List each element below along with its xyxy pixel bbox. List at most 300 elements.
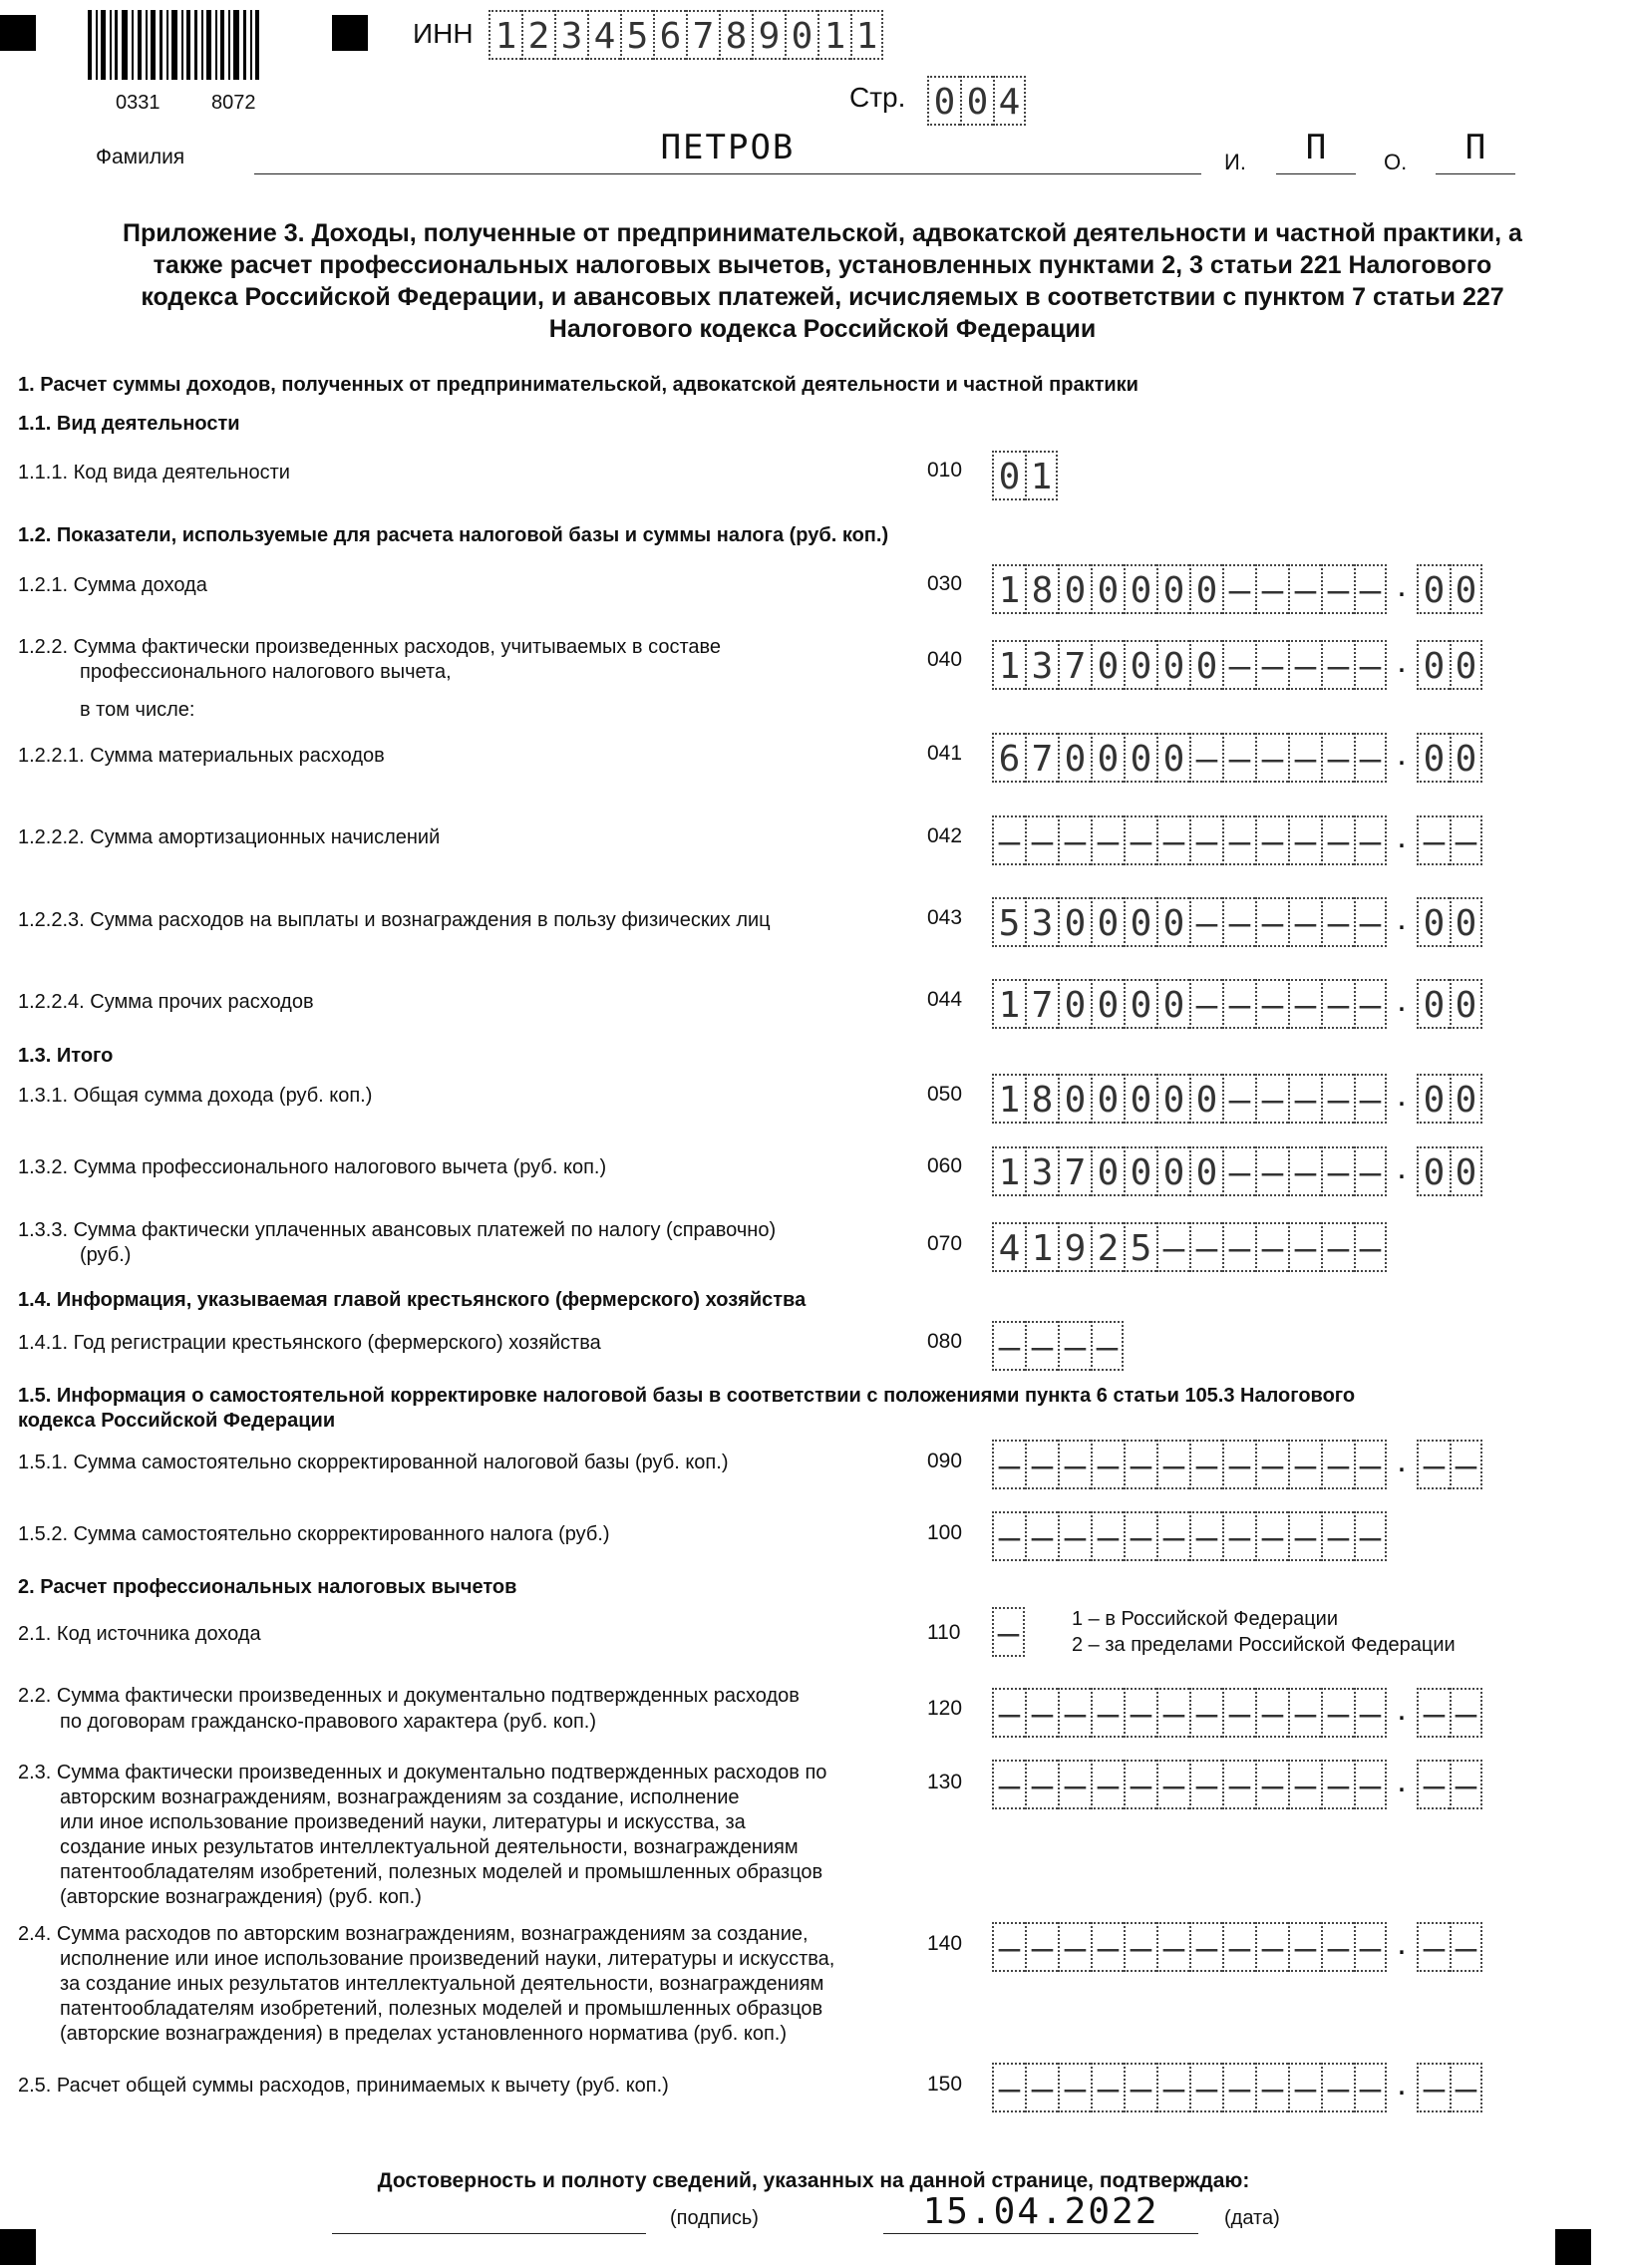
digit-cell: – [1222, 1760, 1255, 1809]
confirmation-text: Достоверность и полноту сведений, указанных на данной странице, подтверждаю: [377, 2169, 1250, 2192]
section-2-heading: 2. Расчет профессиональных налоговых вычетов [18, 1576, 517, 1598]
row-040-label-cont: профессионального налогового вычета, [80, 661, 452, 683]
surname-value[interactable]: ПЕТРОВ [660, 128, 796, 167]
digit-cell: – [1124, 1440, 1156, 1489]
digit-cell: 1 [992, 1146, 1025, 1196]
digit-group [992, 1074, 1387, 1124]
row-140-label-line: патентообладателям изобретений, полезных моделей и промышленных образцов [60, 1998, 823, 2020]
row-120-code: 120 [927, 1697, 963, 1720]
date-underline [883, 2233, 1198, 2234]
digit-cell: – [1321, 1688, 1354, 1738]
decimal-point: . [1397, 817, 1407, 855]
digit-cell: – [1288, 1760, 1321, 1809]
digit-cell: – [1417, 1688, 1450, 1738]
digit-cell: 0 [1124, 897, 1156, 947]
row-030-code: 030 [927, 572, 963, 595]
digit-cell: – [1091, 1688, 1124, 1738]
signature-label: (подпись) [670, 2207, 759, 2229]
digit-cell: – [1058, 815, 1091, 865]
row-010-field[interactable] [992, 451, 1058, 500]
digit-cell: – [1321, 1511, 1354, 1561]
digit-cell: – [1354, 733, 1387, 783]
digit-cell: 0 [1124, 640, 1156, 690]
initial-i-underline [1276, 173, 1356, 174]
digit-cell: – [1450, 1688, 1482, 1738]
row-010-label: 1.1.1. Код вида деятельности [18, 462, 290, 484]
digit-cell: – [1222, 897, 1255, 947]
digit-cell: – [1189, 2063, 1222, 2112]
row-130-label-line: патентообладателям изобретений, полезных моделей и промышленных образцов [60, 1861, 823, 1883]
digit-cell: – [992, 1688, 1025, 1738]
section-1-5-heading: 1.5. Информация о самостоятельной корректировке налоговой базы в соответствии с положениями пункта 6 статьи 105.3 Налогового [18, 1385, 1356, 1407]
digit-cell: – [1321, 640, 1354, 690]
digit-cell: – [1417, 1922, 1450, 1972]
row-110-label: 2.1. Код источника дохода [18, 1623, 261, 1645]
decimal-point: . [1397, 1442, 1407, 1479]
row-130-label-line: или иное использование произведений науки, литературы и искусства, за [60, 1811, 746, 1833]
digit-cell: – [1189, 1760, 1222, 1809]
digit-cell: – [1321, 815, 1354, 865]
row-070-label-cont: (руб.) [80, 1244, 132, 1266]
digit-cell: 0 [1417, 733, 1450, 783]
digit-cell: 6 [992, 733, 1025, 783]
digit-cell: 7 [1058, 640, 1091, 690]
digit-cell: – [1354, 1146, 1387, 1196]
digit-cell: – [1354, 1760, 1387, 1809]
digit-cell: – [1288, 1074, 1321, 1124]
digit-cell: – [1255, 1146, 1288, 1196]
digit-cell: 8 [1025, 564, 1058, 614]
row-120-field[interactable] [992, 1688, 1482, 1738]
digit-cell: – [1058, 1321, 1091, 1371]
digit-group [992, 640, 1387, 690]
digit-cell: 0 [1058, 733, 1091, 783]
digit-cell: – [1450, 815, 1482, 865]
row-140-label-line: 2.4. Сумма расходов по авторским вознаграждениям, вознаграждениям за создание, [18, 1923, 809, 1945]
digit-cell: – [1354, 1922, 1387, 1972]
digit-cell: – [1321, 897, 1354, 947]
digit-cell: 1 [992, 979, 1025, 1029]
row-050-field[interactable] [992, 1074, 1482, 1124]
digit-cell: 0 [1450, 1146, 1482, 1196]
row-080-field[interactable] [992, 1321, 1124, 1371]
digit-cell: – [1450, 1922, 1482, 1972]
row-100-label: 1.5.2. Сумма самостоятельно скорректированного налога (руб.) [18, 1523, 610, 1545]
digit-cell: – [1025, 1688, 1058, 1738]
digit-cell: 0 [1058, 979, 1091, 1029]
row-060-field[interactable] [992, 1146, 1482, 1196]
decimal-point: . [1397, 1690, 1407, 1728]
digit-group [992, 1760, 1387, 1809]
row-042-field[interactable] [992, 815, 1482, 865]
row-042-label: 1.2.2.2. Сумма амортизационных начислений [18, 826, 441, 848]
corner-marker-tl [0, 15, 36, 51]
digit-cell: – [1189, 1511, 1222, 1561]
kopeck-group [1417, 640, 1482, 690]
date-value[interactable]: 15.04.2022 [922, 2191, 1159, 2232]
digit-cell: – [1321, 1922, 1354, 1972]
row-041-field[interactable] [992, 733, 1482, 783]
digit-cell: 1 [992, 640, 1025, 690]
row-043-label: 1.2.2.3. Сумма расходов на выплаты и вознаграждения в пользу физических лиц [18, 909, 771, 931]
signature-line[interactable] [332, 2233, 646, 2234]
row-140-code: 140 [927, 1932, 963, 1955]
date-label: (дата) [1224, 2207, 1280, 2229]
digit-cell: – [1354, 1688, 1387, 1738]
digit-cell: – [992, 1511, 1025, 1561]
row-070-label: 1.3.3. Сумма фактически уплаченных авансовых платежей по налогу (справочно) [18, 1219, 777, 1241]
digit-cell: 0 [1091, 897, 1124, 947]
digit-cell: – [1091, 1511, 1124, 1561]
digit-cell: – [1189, 897, 1222, 947]
digit-cell: – [1288, 897, 1321, 947]
digit-cell: – [1058, 1688, 1091, 1738]
digit-cell: 4 [993, 76, 1026, 126]
page-label: Стр. [849, 82, 906, 113]
digit-cell: 0 [1417, 979, 1450, 1029]
digit-cell: – [1288, 733, 1321, 783]
row-043-code: 043 [927, 906, 963, 929]
digit-cell: 0 [1156, 1146, 1189, 1196]
digit-cell: – [1417, 1440, 1450, 1489]
digit-cell: 7 [1058, 1146, 1091, 1196]
digit-cell: – [1450, 2063, 1482, 2112]
digit-cell: – [1255, 815, 1288, 865]
digit-cell: – [1354, 979, 1387, 1029]
row-040-field[interactable] [992, 640, 1482, 690]
digit-cell: – [1025, 815, 1058, 865]
digit-cell: – [1156, 1922, 1189, 1972]
digit-cell: – [1222, 1074, 1255, 1124]
digit-cell: – [1321, 1760, 1354, 1809]
digit-group [992, 979, 1387, 1029]
row-060-label: 1.3.2. Сумма профессионального налогового вычета (руб. коп.) [18, 1156, 607, 1178]
digit-cell: – [1255, 733, 1288, 783]
row-060-code: 060 [927, 1154, 963, 1177]
digit-cell: 8 [719, 10, 752, 60]
row-100-field[interactable] [992, 1511, 1387, 1561]
digit-cell: – [1091, 815, 1124, 865]
digit-group [992, 1440, 1387, 1489]
digit-cell: – [1354, 1074, 1387, 1124]
digit-cell: – [1156, 815, 1189, 865]
digit-cell: 0 [1189, 1146, 1222, 1196]
digit-group [992, 1321, 1124, 1371]
digit-group [927, 76, 1026, 126]
row-044-field[interactable] [992, 979, 1482, 1029]
row-130-label-line: (авторские вознаграждения) (руб. коп.) [60, 1886, 422, 1908]
digit-cell: – [1222, 1440, 1255, 1489]
digit-cell: 0 [1450, 640, 1482, 690]
digit-cell: – [1321, 564, 1354, 614]
kopeck-group [1417, 1688, 1482, 1738]
kopeck-group [1417, 1760, 1482, 1809]
digit-cell: – [1222, 1511, 1255, 1561]
row-090-field[interactable] [992, 1440, 1482, 1489]
digit-cell: 5 [620, 10, 653, 60]
digit-cell: – [1124, 2063, 1156, 2112]
digit-group [992, 897, 1387, 947]
digit-cell: – [1222, 640, 1255, 690]
digit-cell: 0 [1417, 564, 1450, 614]
digit-cell: – [1058, 1511, 1091, 1561]
digit-cell: – [1255, 564, 1288, 614]
digit-cell: – [1222, 2063, 1255, 2112]
row-120-label-cont: по договорам гражданско-правового характера (руб. коп.) [60, 1711, 597, 1733]
digit-cell: 0 [1091, 640, 1124, 690]
digit-cell: – [1321, 1222, 1354, 1272]
digit-cell: 3 [554, 10, 587, 60]
digit-cell: – [1025, 1321, 1058, 1371]
row-150-field[interactable] [992, 2063, 1482, 2112]
digit-group [992, 1607, 1025, 1657]
digit-cell: – [992, 1760, 1025, 1809]
digit-cell: – [1354, 815, 1387, 865]
digit-cell: – [1321, 979, 1354, 1029]
digit-cell: – [1025, 1440, 1058, 1489]
digit-group [992, 1688, 1387, 1738]
row-070-field[interactable] [992, 1222, 1387, 1272]
initial-i-label: И. [1224, 150, 1246, 174]
digit-cell: – [992, 1440, 1025, 1489]
digit-cell: – [1288, 1511, 1321, 1561]
row-010-code: 010 [927, 459, 963, 482]
decimal-point: . [1397, 981, 1407, 1019]
digit-cell: – [1288, 2063, 1321, 2112]
digit-cell: – [1091, 2063, 1124, 2112]
digit-cell: – [1189, 979, 1222, 1029]
decimal-point: . [1397, 1924, 1407, 1962]
row-140-label-line: (авторские вознаграждения) в пределах установленного норматива (руб. коп.) [60, 2023, 788, 2045]
row-050-label: 1.3.1. Общая сумма дохода (руб. коп.) [18, 1085, 373, 1107]
digit-cell: 1 [850, 10, 883, 60]
digit-cell: – [1156, 1688, 1189, 1738]
row-150-code: 150 [927, 2073, 963, 2096]
barcode-left-number: 0331 [116, 92, 161, 114]
digit-group [992, 1146, 1387, 1196]
decimal-point: . [1397, 2065, 1407, 2103]
row-120-label: 2.2. Сумма фактически произведенных и документально подтвержденных расходов [18, 1685, 800, 1707]
digit-cell: – [1255, 1511, 1288, 1561]
page-number-field[interactable] [927, 76, 1026, 126]
digit-cell: 0 [960, 76, 993, 126]
digit-cell: 2 [1091, 1222, 1124, 1272]
digit-cell: – [1156, 1760, 1189, 1809]
section-1-2-heading: 1.2. Показатели, используемые для расчета налоговой базы и суммы налога (руб. коп.) [18, 524, 889, 546]
digit-cell: – [1450, 1440, 1482, 1489]
digit-cell: 7 [1025, 979, 1058, 1029]
kopeck-group [1417, 979, 1482, 1029]
digit-cell: – [1025, 2063, 1058, 2112]
page-title: Приложение 3. Доходы, полученные от предпринимательской, адвокатской деятельности и частной практики, а также расчет профессиональных налоговых вычетов, установленных пунктами 2, 3 статьи 221 Налогового кодекса Российской Федерации, и авансовых платежей, исчисляемых в соответствии с пунктом 7 статьи 227 Налогового кодекса Российской Федерации [123, 219, 1522, 343]
digit-cell: 0 [1058, 564, 1091, 614]
barcode [88, 10, 267, 90]
row-050-code: 050 [927, 1083, 963, 1106]
digit-cell: – [1354, 640, 1387, 690]
decimal-point: . [1397, 1762, 1407, 1799]
row-140-field[interactable] [992, 1922, 1482, 1972]
digit-cell: 0 [1417, 897, 1450, 947]
digit-cell: 3 [1025, 640, 1058, 690]
row-070-code: 070 [927, 1232, 963, 1255]
row-030-field[interactable] [992, 564, 1482, 614]
digit-cell: – [1288, 1146, 1321, 1196]
digit-cell: 9 [1058, 1222, 1091, 1272]
digit-cell: 2 [521, 10, 554, 60]
digit-cell: – [1354, 1440, 1387, 1489]
digit-cell: – [992, 1607, 1025, 1657]
row-110-option-1: 1 – в Российской Федерации [1072, 1608, 1339, 1630]
section-1-heading: 1. Расчет суммы доходов, полученных от предпринимательской, адвокатской деятельности и частной практики [18, 374, 1139, 396]
digit-cell: 0 [1417, 640, 1450, 690]
digit-cell: 1 [992, 564, 1025, 614]
corner-marker-br [1555, 2229, 1591, 2265]
digit-group [992, 815, 1387, 865]
digit-cell: – [1124, 1688, 1156, 1738]
digit-cell: 0 [1450, 897, 1482, 947]
digit-group [992, 2063, 1387, 2112]
digit-cell: – [1189, 733, 1222, 783]
digit-cell: 0 [1091, 564, 1124, 614]
section-1-1-heading: 1.1. Вид деятельности [18, 413, 240, 435]
digit-cell: – [1417, 1760, 1450, 1809]
digit-cell: – [1222, 733, 1255, 783]
row-030-label: 1.2.1. Сумма дохода [18, 574, 207, 596]
decimal-point: . [1397, 899, 1407, 937]
digit-cell: – [1255, 640, 1288, 690]
digit-cell: – [1222, 815, 1255, 865]
digit-cell: 0 [1124, 979, 1156, 1029]
digit-group [992, 1922, 1387, 1972]
digit-cell: – [1025, 1922, 1058, 1972]
digit-cell: 1 [1025, 451, 1058, 500]
decimal-point: . [1397, 735, 1407, 773]
digit-cell: 3 [1025, 1146, 1058, 1196]
digit-cell: – [992, 2063, 1025, 2112]
digit-cell: – [1288, 979, 1321, 1029]
digit-cell: 4 [587, 10, 620, 60]
decimal-point: . [1397, 1148, 1407, 1186]
digit-cell: 0 [1156, 564, 1189, 614]
digit-cell: – [1189, 1440, 1222, 1489]
digit-cell: – [1288, 1440, 1321, 1489]
corner-marker-tr [332, 15, 368, 51]
digit-cell: – [1255, 897, 1288, 947]
digit-cell: – [1156, 1222, 1189, 1272]
digit-cell: 0 [1189, 1074, 1222, 1124]
decimal-point: . [1397, 1076, 1407, 1114]
initial-o-underline [1436, 173, 1515, 174]
digit-cell: – [1058, 1760, 1091, 1809]
kopeck-group [1417, 733, 1482, 783]
digit-cell: – [1417, 815, 1450, 865]
row-044-code: 044 [927, 988, 963, 1011]
row-110-field[interactable] [992, 1607, 1025, 1657]
row-100-code: 100 [927, 1521, 963, 1544]
digit-cell: 0 [1058, 897, 1091, 947]
digit-cell: – [1091, 1922, 1124, 1972]
row-150-label: 2.5. Расчет общей суммы расходов, принимаемых к вычету (руб. коп.) [18, 2075, 669, 2097]
digit-cell: – [1189, 1222, 1222, 1272]
digit-cell: – [1025, 1760, 1058, 1809]
row-090-label: 1.5.1. Сумма самостоятельно скорректированной налоговой базы (руб. коп.) [18, 1452, 729, 1473]
digit-cell: – [1255, 2063, 1288, 2112]
digit-cell: – [1354, 897, 1387, 947]
digit-cell: 0 [927, 76, 960, 126]
digit-cell: 0 [1124, 1146, 1156, 1196]
row-130-label-line: 2.3. Сумма фактически произведенных и документально подтвержденных расходов по [18, 1762, 827, 1783]
digit-cell: – [1222, 1922, 1255, 1972]
digit-cell: – [1124, 1511, 1156, 1561]
digit-cell: – [1321, 2063, 1354, 2112]
row-043-field[interactable] [992, 897, 1482, 947]
digit-group [992, 1222, 1387, 1272]
digit-cell: 0 [1417, 1074, 1450, 1124]
kopeck-group [1417, 564, 1482, 614]
digit-cell: – [1321, 1440, 1354, 1489]
digit-cell: – [1124, 1922, 1156, 1972]
digit-cell: 0 [1091, 979, 1124, 1029]
digit-cell: 1 [817, 10, 850, 60]
kopeck-group [1417, 1440, 1482, 1489]
digit-cell: – [1354, 1222, 1387, 1272]
digit-cell: 1 [1025, 1222, 1058, 1272]
barcode-right-number: 8072 [211, 92, 256, 114]
inn-field[interactable] [488, 10, 883, 60]
digit-cell: – [992, 1922, 1025, 1972]
row-040-code: 040 [927, 648, 963, 671]
digit-cell: – [1058, 1440, 1091, 1489]
digit-cell: 3 [1025, 897, 1058, 947]
row-041-label: 1.2.2.1. Сумма материальных расходов [18, 745, 385, 767]
row-110-code: 110 [927, 1621, 961, 1644]
row-042-code: 042 [927, 824, 963, 847]
digit-cell: – [1189, 815, 1222, 865]
digit-cell: 0 [1156, 1074, 1189, 1124]
row-130-code: 130 [927, 1771, 963, 1793]
digit-cell: – [1255, 1688, 1288, 1738]
digit-cell: 7 [686, 10, 719, 60]
digit-cell: – [1288, 815, 1321, 865]
digit-cell: 0 [1156, 897, 1189, 947]
initial-i-value[interactable]: П [1305, 128, 1327, 167]
row-130-field[interactable] [992, 1760, 1482, 1809]
digit-cell: – [1222, 1222, 1255, 1272]
digit-cell: – [1354, 1511, 1387, 1561]
initial-o-value[interactable]: П [1464, 128, 1486, 167]
digit-cell: – [1321, 1074, 1354, 1124]
digit-cell: 0 [1124, 564, 1156, 614]
digit-cell: – [1417, 2063, 1450, 2112]
digit-cell: – [1288, 564, 1321, 614]
row-080-label: 1.4.1. Год регистрации крестьянского (фермерского) хозяйства [18, 1332, 601, 1354]
digit-group [488, 10, 883, 60]
digit-cell: 0 [785, 10, 817, 60]
digit-cell: – [1288, 1922, 1321, 1972]
digit-cell: 0 [1450, 1074, 1482, 1124]
digit-cell: – [1058, 2063, 1091, 2112]
digit-cell: – [1288, 640, 1321, 690]
digit-cell: – [1255, 979, 1288, 1029]
section-1-5-heading-cont: кодекса Российской Федерации [18, 1410, 336, 1432]
row-110-option-2: 2 – за пределами Российской Федерации [1072, 1634, 1456, 1656]
digit-cell: – [1025, 1511, 1058, 1561]
digit-cell: – [1321, 733, 1354, 783]
digit-cell: 0 [1124, 733, 1156, 783]
digit-cell: 0 [1058, 1074, 1091, 1124]
digit-cell: 0 [1156, 640, 1189, 690]
digit-cell: 5 [1124, 1222, 1156, 1272]
